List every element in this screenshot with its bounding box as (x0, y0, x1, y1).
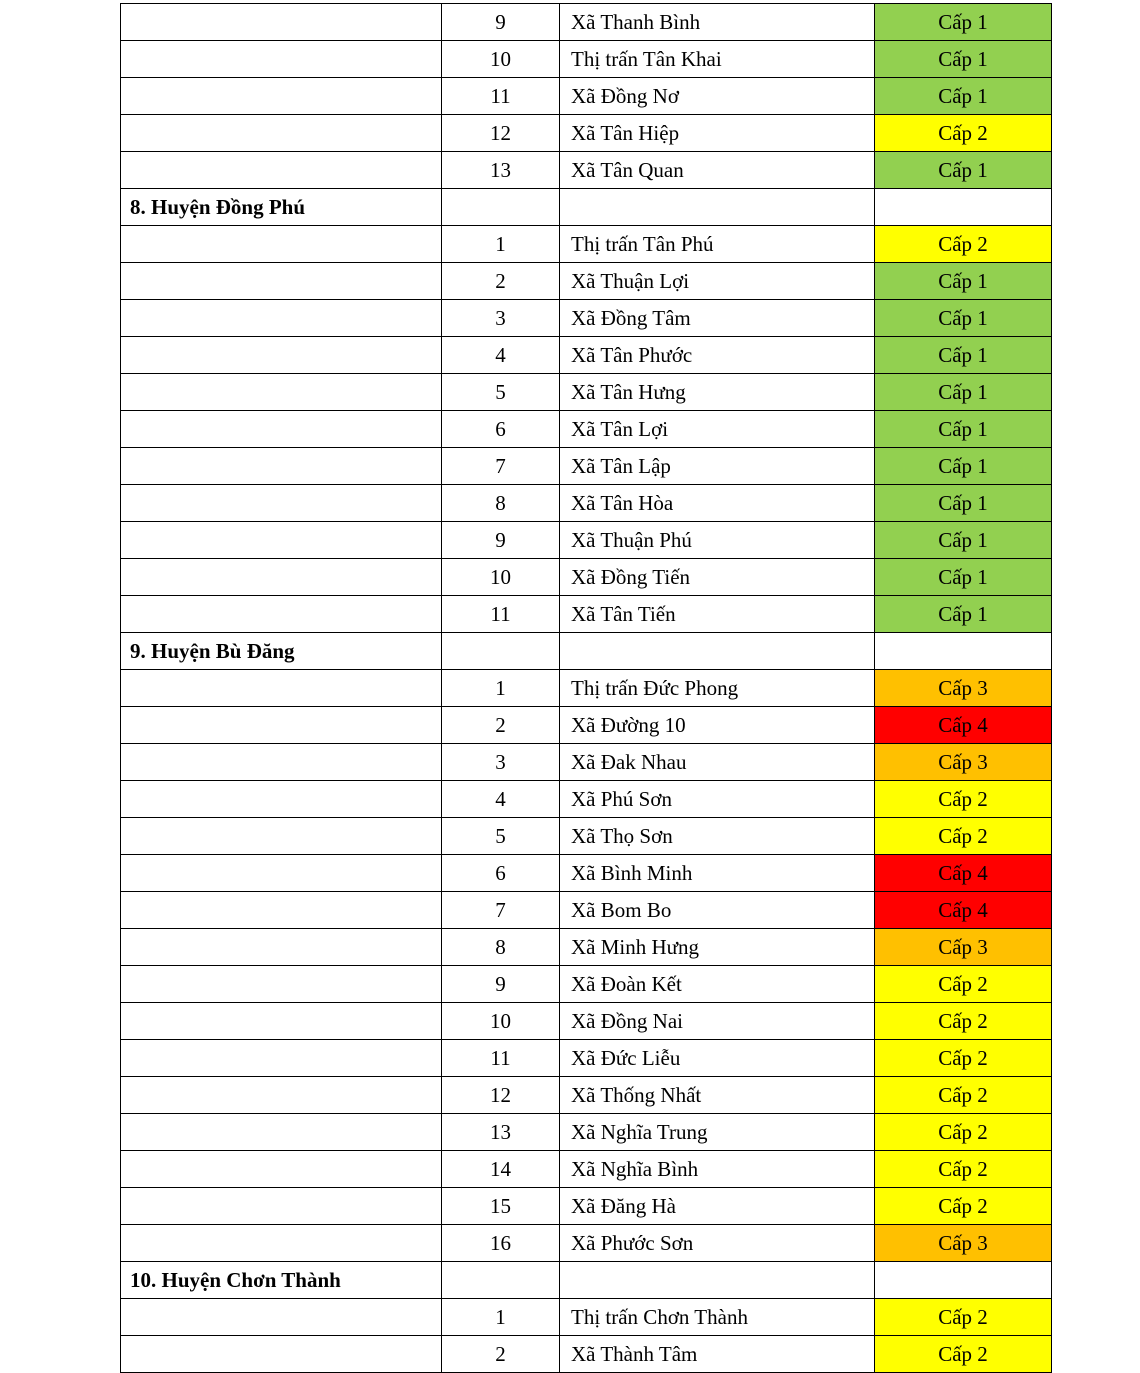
commune-name: Xã Tân Quan (560, 152, 875, 189)
commune-name: Xã Tân Hưng (560, 374, 875, 411)
row-index: 9 (442, 966, 560, 1003)
table-row (121, 152, 1052, 189)
empty-district-cell (121, 522, 442, 559)
empty-district-cell (121, 411, 442, 448)
row-index: 16 (442, 1225, 560, 1262)
empty-name-cell (560, 189, 875, 226)
table-row (121, 1040, 1052, 1077)
row-index: 7 (442, 448, 560, 485)
commune-name: Xã Bom Bo (560, 892, 875, 929)
level-badge: Cấp 1 (875, 337, 1052, 374)
level-badge: Cấp 2 (875, 1040, 1052, 1077)
table-row (121, 670, 1052, 707)
empty-district-cell (121, 966, 442, 1003)
row-index: 10 (442, 41, 560, 78)
empty-district-cell (121, 1040, 442, 1077)
level-badge: Cấp 2 (875, 1003, 1052, 1040)
commune-name: Xã Tân Hiệp (560, 115, 875, 152)
level-badge: Cấp 4 (875, 707, 1052, 744)
table-row (121, 300, 1052, 337)
level-badge: Cấp 3 (875, 929, 1052, 966)
table-row (121, 411, 1052, 448)
commune-name: Xã Phú Sơn (560, 781, 875, 818)
empty-district-cell (121, 1225, 442, 1262)
row-index: 6 (442, 411, 560, 448)
commune-name: Xã Thọ Sơn (560, 818, 875, 855)
empty-district-cell (121, 374, 442, 411)
district-label: 8. Huyện Đồng Phú (121, 189, 442, 226)
row-index: 15 (442, 1188, 560, 1225)
commune-name: Xã Đoàn Kết (560, 966, 875, 1003)
table-row (121, 966, 1052, 1003)
empty-district-cell (121, 263, 442, 300)
level-badge: Cấp 1 (875, 596, 1052, 633)
row-index: 1 (442, 1299, 560, 1336)
empty-district-cell (121, 41, 442, 78)
district-group-row (121, 189, 1052, 226)
table-row (121, 374, 1052, 411)
level-badge: Cấp 2 (875, 966, 1052, 1003)
district-group-row (121, 1262, 1052, 1299)
empty-district-cell (121, 818, 442, 855)
level-badge: Cấp 2 (875, 1299, 1052, 1336)
empty-district-cell (121, 1151, 442, 1188)
level-badge: Cấp 1 (875, 300, 1052, 337)
row-index: 10 (442, 559, 560, 596)
row-index: 11 (442, 596, 560, 633)
row-index: 9 (442, 522, 560, 559)
table-row (121, 522, 1052, 559)
row-index: 1 (442, 670, 560, 707)
commune-name: Xã Thống Nhất (560, 1077, 875, 1114)
table-row (121, 41, 1052, 78)
level-badge: Cấp 2 (875, 1151, 1052, 1188)
empty-name-cell (560, 1262, 875, 1299)
row-index: 4 (442, 337, 560, 374)
row-index: 3 (442, 300, 560, 337)
level-badge: Cấp 2 (875, 818, 1052, 855)
table-row (121, 337, 1052, 374)
level-badge: Cấp 2 (875, 1077, 1052, 1114)
table-row (121, 781, 1052, 818)
row-index: 5 (442, 374, 560, 411)
level-badge: Cấp 1 (875, 152, 1052, 189)
table-row (121, 448, 1052, 485)
commune-name: Xã Phước Sơn (560, 1225, 875, 1262)
empty-district-cell (121, 929, 442, 966)
level-badge: Cấp 2 (875, 1336, 1052, 1373)
level-badge: Cấp 1 (875, 485, 1052, 522)
commune-name: Thị trấn Đức Phong (560, 670, 875, 707)
commune-name: Xã Minh Hưng (560, 929, 875, 966)
table-row (121, 1114, 1052, 1151)
empty-index-cell (442, 633, 560, 670)
row-index: 13 (442, 1114, 560, 1151)
table-body (121, 4, 1052, 1373)
commune-name: Xã Đồng Nai (560, 1003, 875, 1040)
row-index: 8 (442, 929, 560, 966)
level-badge: Cấp 1 (875, 374, 1052, 411)
empty-district-cell (121, 1299, 442, 1336)
level-badge: Cấp 3 (875, 670, 1052, 707)
table-row (121, 929, 1052, 966)
row-index: 12 (442, 115, 560, 152)
empty-district-cell (121, 781, 442, 818)
level-badge: Cấp 1 (875, 559, 1052, 596)
table-row (121, 1003, 1052, 1040)
table-row (121, 707, 1052, 744)
row-index: 4 (442, 781, 560, 818)
table-row (121, 744, 1052, 781)
empty-district-cell (121, 744, 442, 781)
level-badge: Cấp 3 (875, 744, 1052, 781)
commune-name: Xã Đồng Nơ (560, 78, 875, 115)
level-badge: Cấp 2 (875, 781, 1052, 818)
commune-name: Xã Tân Lợi (560, 411, 875, 448)
empty-district-cell (121, 596, 442, 633)
commune-name: Xã Đăng Hà (560, 1188, 875, 1225)
commune-name: Thị trấn Chơn Thành (560, 1299, 875, 1336)
empty-index-cell (442, 1262, 560, 1299)
row-index: 3 (442, 744, 560, 781)
row-index: 8 (442, 485, 560, 522)
commune-name: Xã Đức Liễu (560, 1040, 875, 1077)
level-badge: Cấp 2 (875, 1114, 1052, 1151)
table-row (121, 855, 1052, 892)
empty-level-cell (875, 633, 1052, 670)
level-badge: Cấp 1 (875, 411, 1052, 448)
empty-district-cell (121, 337, 442, 374)
level-badge: Cấp 2 (875, 115, 1052, 152)
commune-name: Xã Tân Phước (560, 337, 875, 374)
table-row (121, 559, 1052, 596)
table-row (121, 263, 1052, 300)
table-row (121, 596, 1052, 633)
district-group-row (121, 633, 1052, 670)
level-badge: Cấp 1 (875, 263, 1052, 300)
empty-district-cell (121, 78, 442, 115)
empty-district-cell (121, 1188, 442, 1225)
table-row (121, 1299, 1052, 1336)
table-row (121, 818, 1052, 855)
row-index: 6 (442, 855, 560, 892)
level-badge: Cấp 2 (875, 1188, 1052, 1225)
table-row (121, 1336, 1052, 1373)
level-badge: Cấp 1 (875, 41, 1052, 78)
level-badge: Cấp 1 (875, 78, 1052, 115)
row-index: 5 (442, 818, 560, 855)
level-badge: Cấp 4 (875, 855, 1052, 892)
commune-name: Xã Thanh Bình (560, 4, 875, 41)
empty-level-cell (875, 189, 1052, 226)
commune-name: Xã Tân Tiến (560, 596, 875, 633)
empty-district-cell (121, 1114, 442, 1151)
empty-district-cell (121, 226, 442, 263)
row-index: 2 (442, 707, 560, 744)
row-index: 2 (442, 1336, 560, 1373)
empty-district-cell (121, 559, 442, 596)
row-index: 13 (442, 152, 560, 189)
table-row (121, 78, 1052, 115)
empty-district-cell (121, 115, 442, 152)
commune-level-table (120, 3, 1052, 1373)
empty-district-cell (121, 1003, 442, 1040)
empty-index-cell (442, 189, 560, 226)
empty-district-cell (121, 152, 442, 189)
empty-district-cell (121, 1077, 442, 1114)
commune-name: Xã Tân Hòa (560, 485, 875, 522)
table-row (121, 4, 1052, 41)
level-badge: Cấp 1 (875, 522, 1052, 559)
row-index: 14 (442, 1151, 560, 1188)
level-badge: Cấp 1 (875, 448, 1052, 485)
table-row (121, 1077, 1052, 1114)
empty-district-cell (121, 855, 442, 892)
empty-district-cell (121, 300, 442, 337)
level-badge: Cấp 4 (875, 892, 1052, 929)
commune-name: Xã Đak Nhau (560, 744, 875, 781)
row-index: 7 (442, 892, 560, 929)
commune-name: Xã Thuận Phú (560, 522, 875, 559)
level-badge: Cấp 3 (875, 1225, 1052, 1262)
table-row (121, 892, 1052, 929)
row-index: 12 (442, 1077, 560, 1114)
row-index: 1 (442, 226, 560, 263)
table-row (121, 115, 1052, 152)
empty-level-cell (875, 1262, 1052, 1299)
district-label: 9. Huyện Bù Đăng (121, 633, 442, 670)
row-index: 9 (442, 4, 560, 41)
commune-name: Xã Đồng Tâm (560, 300, 875, 337)
row-index: 10 (442, 1003, 560, 1040)
commune-name: Thị trấn Tân Phú (560, 226, 875, 263)
table-row (121, 226, 1052, 263)
empty-district-cell (121, 707, 442, 744)
row-index: 2 (442, 263, 560, 300)
commune-name: Xã Tân Lập (560, 448, 875, 485)
level-badge: Cấp 2 (875, 226, 1052, 263)
commune-name: Xã Nghĩa Trung (560, 1114, 875, 1151)
table-row (121, 485, 1052, 522)
table-row (121, 1151, 1052, 1188)
empty-district-cell (121, 448, 442, 485)
commune-name: Xã Bình Minh (560, 855, 875, 892)
empty-district-cell (121, 892, 442, 929)
row-index: 11 (442, 1040, 560, 1077)
commune-name: Xã Thuận Lợi (560, 263, 875, 300)
empty-name-cell (560, 633, 875, 670)
commune-name: Xã Nghĩa Bình (560, 1151, 875, 1188)
empty-district-cell (121, 485, 442, 522)
commune-name: Thị trấn Tân Khai (560, 41, 875, 78)
commune-name: Xã Đường 10 (560, 707, 875, 744)
empty-district-cell (121, 4, 442, 41)
commune-name: Xã Đồng Tiến (560, 559, 875, 596)
empty-district-cell (121, 670, 442, 707)
table-row (121, 1225, 1052, 1262)
level-badge: Cấp 1 (875, 4, 1052, 41)
table-row (121, 1188, 1052, 1225)
commune-name: Xã Thành Tâm (560, 1336, 875, 1373)
row-index: 11 (442, 78, 560, 115)
empty-district-cell (121, 1336, 442, 1373)
district-label: 10. Huyện Chơn Thành (121, 1262, 442, 1299)
